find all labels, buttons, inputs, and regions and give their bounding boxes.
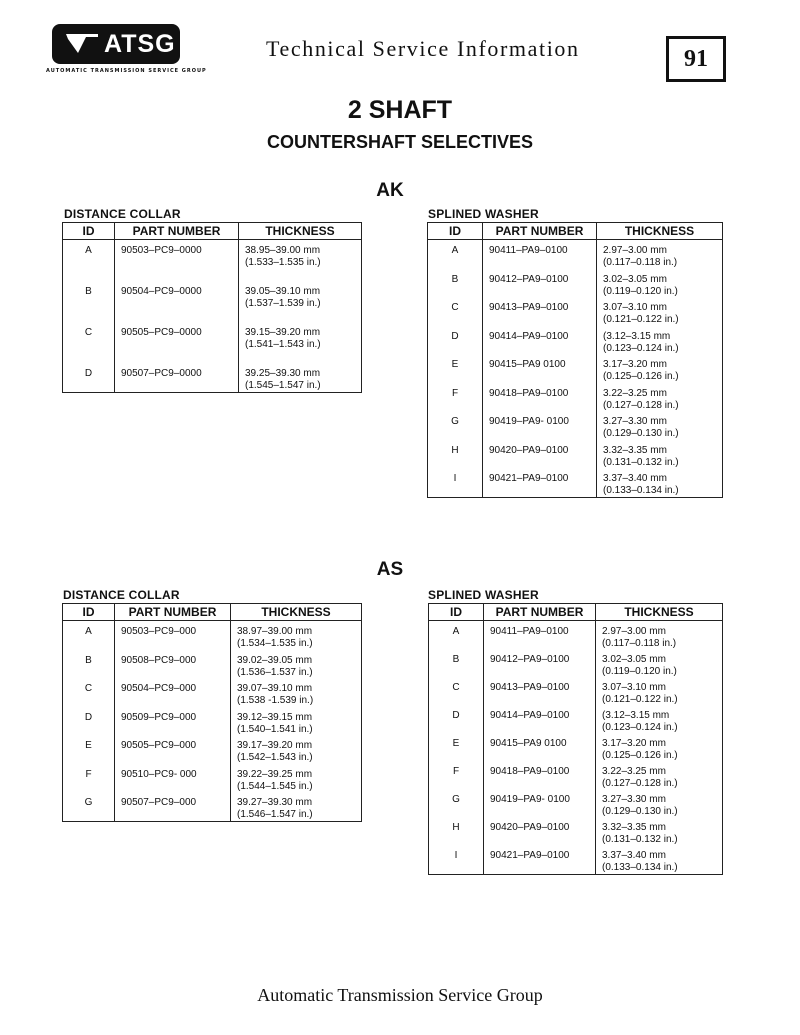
- table-row: [429, 738, 723, 766]
- thickness-mm: (3.12–3.15 mm: [602, 710, 670, 721]
- table-row: [63, 655, 362, 684]
- table-row: [429, 621, 723, 655]
- col-header-id: ID: [429, 604, 484, 621]
- row-id: D: [63, 712, 115, 741]
- ak-splined-washer-table: [427, 222, 723, 498]
- row-part-number: 90503–PC9–0000: [115, 240, 239, 287]
- row-part-number: 90508–PC9–000: [115, 655, 231, 684]
- thickness-in: (1.545–1.547 in.): [245, 380, 321, 391]
- row-thickness: [597, 388, 723, 417]
- thickness-in: (0.123–0.124 in.): [603, 342, 679, 354]
- page-title: 2 SHAFT: [347, 96, 453, 124]
- row-thickness: [239, 327, 362, 368]
- row-id: D: [428, 331, 483, 360]
- table-row: [63, 368, 362, 393]
- thickness-mm: 3.22–3.25 mm: [602, 766, 666, 777]
- thickness-mm: 3.17–3.20 mm: [602, 738, 666, 749]
- thickness-mm: 3.32–3.35 mm: [603, 444, 667, 456]
- footer: Automatic Transmission Service Group: [257, 985, 543, 1005]
- thickness-mm: 2.97–3.00 mm: [602, 626, 666, 637]
- thickness-in: (1.533–1.535 in.): [245, 257, 321, 268]
- thickness-in: (0.117–0.118 in.): [603, 257, 678, 268]
- row-id: I: [429, 850, 484, 875]
- table-row: [63, 740, 362, 769]
- page-number: 91: [666, 36, 726, 82]
- row-part-number: 90414–PA9–0100: [484, 710, 596, 738]
- thickness-in: (0.121–0.122 in.): [603, 314, 679, 325]
- row-part-number: 90421–PA9–0100: [484, 850, 596, 875]
- table-row: [428, 240, 723, 274]
- col-header-thickness: THICKNESS: [596, 604, 723, 621]
- col-header-id: ID: [63, 223, 115, 240]
- thickness-mm: 3.37–3.40 mm: [602, 850, 666, 861]
- row-thickness: [597, 416, 723, 445]
- thickness-in: (1.542–1.543 in.): [237, 752, 313, 763]
- table-row: [429, 710, 723, 738]
- thickness-in: (1.534–1.535 in.): [237, 638, 313, 649]
- col-header-id: ID: [428, 223, 483, 240]
- thickness-in: (1.546–1.547 in.): [237, 809, 313, 820]
- thickness-in: (1.538 -1.539 in.): [237, 695, 314, 706]
- row-id: E: [428, 359, 483, 388]
- row-id: B: [429, 654, 484, 682]
- thickness-mm: 39.27–39.30 mm: [237, 797, 313, 808]
- row-id: C: [429, 682, 484, 710]
- row-part-number: 90509–PC9–000: [115, 712, 231, 741]
- thickness-mm: (3.12–3.15 mm: [603, 330, 671, 342]
- thickness-mm: 39.07–39.10 mm: [237, 683, 313, 694]
- row-id: I: [428, 473, 483, 498]
- row-part-number: 90413–PA9–0100: [484, 682, 596, 710]
- row-thickness: [239, 286, 362, 327]
- table-row: [429, 850, 723, 875]
- row-id: B: [63, 655, 115, 684]
- table-row: [63, 712, 362, 741]
- thickness-mm: 38.97–39.00 mm: [237, 626, 313, 637]
- thickness-mm: 3.02–3.05 mm: [603, 273, 667, 285]
- table-row: [63, 240, 362, 287]
- atsg-logo: [46, 24, 207, 80]
- thickness-in: (0.119–0.120 in.): [602, 666, 677, 677]
- row-thickness: [597, 240, 723, 274]
- thickness-in: (0.125–0.126 in.): [603, 371, 679, 382]
- row-part-number: 90507–PC9–000: [115, 797, 231, 822]
- row-id: F: [63, 769, 115, 798]
- thickness-in: (0.133–0.134 in.): [603, 485, 679, 496]
- row-id: E: [63, 740, 115, 769]
- row-id: A: [429, 621, 484, 655]
- row-thickness: [231, 769, 362, 798]
- as-distance-collar-caption: DISTANCE COLLAR: [63, 588, 180, 602]
- row-thickness: [597, 473, 723, 498]
- thickness-in: (0.125–0.126 in.): [602, 750, 678, 761]
- section-label-as: AS: [376, 559, 404, 580]
- col-header-thickness: THICKNESS: [597, 223, 723, 240]
- row-id: D: [63, 368, 115, 393]
- table-row: [429, 654, 723, 682]
- row-id: C: [63, 327, 115, 368]
- thickness-in: (1.544–1.545 in.): [237, 780, 313, 792]
- row-thickness: [596, 654, 723, 682]
- thickness-in: (0.129–0.130 in.): [603, 428, 679, 439]
- row-part-number: 90411–PA9–0100: [484, 621, 596, 655]
- row-thickness: [596, 822, 723, 850]
- ak-splined-washer-caption: SPLINED WASHER: [428, 207, 539, 221]
- row-thickness: [596, 682, 723, 710]
- thickness-in: (1.541–1.543 in.): [245, 339, 321, 350]
- row-part-number: 90418–PA9–0100: [483, 388, 597, 417]
- thickness-in: (0.131–0.132 in.): [603, 456, 679, 468]
- row-thickness: [597, 274, 723, 303]
- thickness-in: (0.123–0.124 in.): [602, 722, 678, 733]
- thickness-mm: 3.07–3.10 mm: [603, 302, 667, 313]
- as-splined-washer-caption: SPLINED WASHER: [428, 588, 539, 602]
- table-row: [428, 274, 723, 303]
- row-part-number: 90412–PA9–0100: [484, 654, 596, 682]
- row-part-number: 90421–PA9–0100: [483, 473, 597, 498]
- row-id: B: [63, 286, 115, 327]
- col-header-part-number: PART NUMBER: [483, 223, 597, 240]
- row-thickness: [597, 302, 723, 331]
- row-id: C: [63, 683, 115, 712]
- checkmark-icon: [64, 31, 100, 57]
- row-part-number: 90503–PC9–000: [115, 621, 231, 655]
- row-thickness: [231, 740, 362, 769]
- thickness-in: (0.127–0.128 in.): [603, 399, 679, 411]
- thickness-mm: 2.97–3.00 mm: [603, 245, 667, 256]
- thickness-in: (0.129–0.130 in.): [602, 806, 678, 817]
- row-thickness: [596, 621, 723, 655]
- table-row: [428, 416, 723, 445]
- row-part-number: 90507–PC9–0000: [115, 368, 239, 393]
- thickness-in: (0.133–0.134 in.): [602, 862, 678, 873]
- thickness-mm: 3.02–3.05 mm: [602, 654, 666, 665]
- table-row: [429, 822, 723, 850]
- thickness-mm: 39.22–39.25 mm: [237, 768, 313, 780]
- row-id: B: [428, 274, 483, 303]
- row-part-number: 90413–PA9–0100: [483, 302, 597, 331]
- row-part-number: 90510–PC9- 000: [115, 769, 231, 798]
- thickness-in: (1.537–1.539 in.): [245, 298, 321, 309]
- row-thickness: [596, 766, 723, 794]
- row-id: F: [429, 766, 484, 794]
- row-part-number: 90504–PC9–000: [115, 683, 231, 712]
- as-splined-washer-table: [428, 603, 723, 875]
- thickness-in: (0.119–0.120 in.): [603, 285, 678, 297]
- thickness-mm: 39.05–39.10 mm: [245, 286, 321, 297]
- thickness-mm: 3.27–3.30 mm: [602, 794, 666, 805]
- row-id: G: [63, 797, 115, 822]
- row-thickness: [597, 445, 723, 474]
- row-thickness: [231, 655, 362, 684]
- row-thickness: [596, 710, 723, 738]
- row-thickness: [597, 331, 723, 360]
- thickness-in: (0.127–0.128 in.): [602, 778, 678, 789]
- table-row: [428, 359, 723, 388]
- thickness-in: (1.540–1.541 in.): [237, 723, 313, 735]
- row-id: A: [428, 240, 483, 274]
- row-part-number: 90419–PA9- 0100: [483, 416, 597, 445]
- row-id: A: [63, 621, 115, 655]
- thickness-mm: 39.02–39.05 mm: [237, 654, 313, 666]
- row-part-number: 90504–PC9–0000: [115, 286, 239, 327]
- row-thickness: [597, 359, 723, 388]
- table-row: [63, 327, 362, 368]
- thickness-mm: 3.27–3.30 mm: [603, 416, 667, 427]
- thickness-mm: 3.07–3.10 mm: [602, 682, 666, 693]
- table-row: [428, 331, 723, 360]
- table-row: [63, 797, 362, 822]
- row-id: C: [428, 302, 483, 331]
- row-part-number: 90411–PA9–0100: [483, 240, 597, 274]
- thickness-mm: 3.22–3.25 mm: [603, 387, 667, 399]
- logo-text: ATSG: [104, 30, 176, 58]
- table-row: [428, 302, 723, 331]
- col-header-thickness: THICKNESS: [239, 223, 362, 240]
- row-id: H: [429, 822, 484, 850]
- row-part-number: 90420–PA9–0100: [483, 445, 597, 474]
- row-id: E: [429, 738, 484, 766]
- table-row: [63, 286, 362, 327]
- row-part-number: 90418–PA9–0100: [484, 766, 596, 794]
- table-row: [63, 769, 362, 798]
- thickness-in: (0.117–0.118 in.): [602, 638, 677, 649]
- row-id: A: [63, 240, 115, 287]
- thickness-mm: 39.12–39.15 mm: [237, 711, 313, 723]
- row-thickness: [596, 794, 723, 822]
- row-thickness: [231, 621, 362, 655]
- row-thickness: [231, 797, 362, 822]
- col-header-part-number: PART NUMBER: [115, 604, 231, 621]
- row-part-number: 90414–PA9–0100: [483, 331, 597, 360]
- thickness-in: (0.121–0.122 in.): [602, 694, 678, 705]
- table-row: [63, 621, 362, 655]
- thickness-mm: 3.37–3.40 mm: [603, 473, 667, 484]
- table-row: [429, 794, 723, 822]
- row-part-number: 90415–PA9 0100: [484, 738, 596, 766]
- thickness-mm: 3.17–3.20 mm: [603, 359, 667, 370]
- row-thickness: [231, 712, 362, 741]
- row-part-number: 90415–PA9 0100: [483, 359, 597, 388]
- row-id: G: [428, 416, 483, 445]
- thickness-mm: 39.15–39.20 mm: [245, 327, 321, 338]
- col-header-thickness: THICKNESS: [231, 604, 362, 621]
- row-id: H: [428, 445, 483, 474]
- table-row: [428, 473, 723, 498]
- ak-distance-collar-caption: DISTANCE COLLAR: [64, 207, 181, 221]
- row-thickness: [596, 850, 723, 875]
- row-part-number: 90419–PA9- 0100: [484, 794, 596, 822]
- row-part-number: 90505–PC9–0000: [115, 327, 239, 368]
- thickness-mm: 3.32–3.35 mm: [602, 822, 666, 833]
- row-part-number: 90420–PA9–0100: [484, 822, 596, 850]
- thickness-mm: 39.17–39.20 mm: [237, 740, 313, 751]
- row-part-number: 90505–PC9–000: [115, 740, 231, 769]
- row-thickness: [239, 240, 362, 287]
- thickness-in: (1.536–1.537 in.): [237, 666, 313, 678]
- row-id: G: [429, 794, 484, 822]
- table-row: [428, 388, 723, 417]
- logo-badge: [52, 24, 180, 64]
- row-thickness: [231, 683, 362, 712]
- table-row: [429, 766, 723, 794]
- thickness-mm: 38.95–39.00 mm: [245, 245, 321, 256]
- row-thickness: [239, 368, 362, 393]
- col-header-part-number: PART NUMBER: [115, 223, 239, 240]
- thickness-in: (0.131–0.132 in.): [602, 834, 678, 845]
- logo-subtext: AUTOMATIC TRANSMISSION SERVICE GROUP: [46, 68, 207, 74]
- page-subtitle: COUNTERSHAFT SELECTIVES: [266, 132, 534, 152]
- row-part-number: 90412–PA9–0100: [483, 274, 597, 303]
- ak-distance-collar-table: [62, 222, 362, 393]
- as-distance-collar-table: [62, 603, 362, 822]
- section-label-ak: AK: [376, 180, 404, 201]
- thickness-mm: 39.25–39.30 mm: [245, 368, 321, 379]
- col-header-id: ID: [63, 604, 115, 621]
- row-thickness: [596, 738, 723, 766]
- header-title: Technical Service Information: [266, 36, 580, 61]
- col-header-part-number: PART NUMBER: [484, 604, 596, 621]
- row-id: D: [429, 710, 484, 738]
- table-row: [428, 445, 723, 474]
- row-id: F: [428, 388, 483, 417]
- table-row: [429, 682, 723, 710]
- table-row: [63, 683, 362, 712]
